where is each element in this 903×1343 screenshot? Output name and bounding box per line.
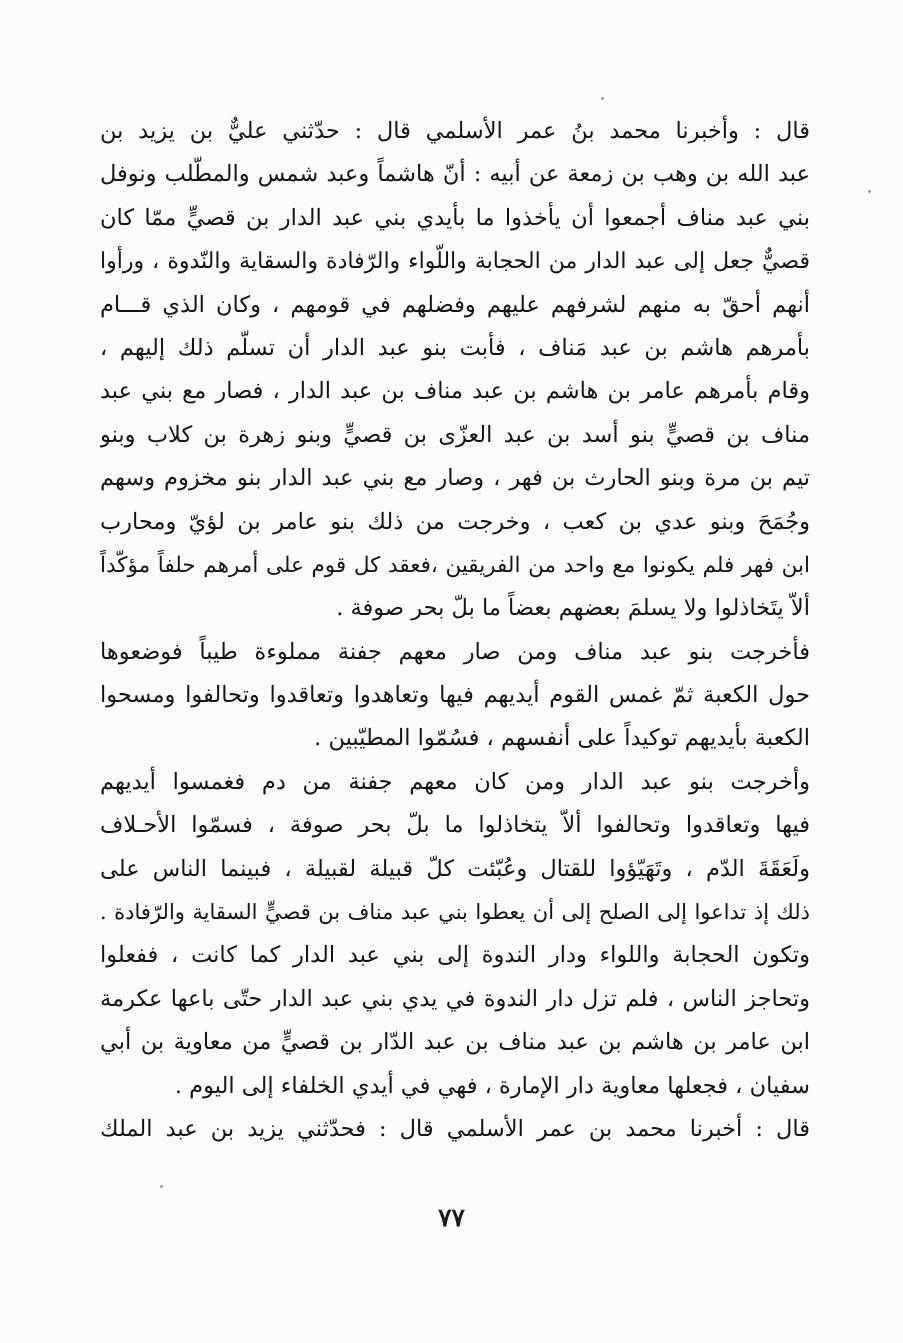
text-line: قال : وأخبرنا محمد بنُ عمر الأسلمي قال : حدّثني عليٌّ بن يزيد بن — [100, 118, 810, 144]
text-line: ابن عامر بن هاشم بن عبد مناف بن عبد الدّار بن قصيٍّ من معاوية بن أبي — [100, 1029, 810, 1056]
text-line: ألاّ يتَخاذلوا ولا يسلمَ بعضهم بعضاً ما بلّ بحر صوفة . — [336, 595, 810, 622]
paper-speck — [160, 1185, 163, 1188]
text-line: فأخرجت بنو عبد مناف ومن صار معهم جفنة مملوءة طيباً فوضعوها — [100, 638, 810, 665]
paper-speck — [868, 190, 871, 193]
body-text — [100, 110, 810, 1151]
text-line: الكعبة بأيديهم توكيداً على أنفسهم ، فسُمّوا المطيّبين . — [314, 725, 810, 752]
text-line: ولَعَقَةَ الدّم ، وتَهَيّؤوا للقتال وعُبّئت كلّ قبيلة لقبيلة ، فبينما الناس على — [100, 855, 810, 882]
text-line: وتكون الحجابة واللواء ودار الندوة إلى بني عبد الدار كما كانت ، ففعلوا — [100, 942, 810, 969]
page-number: ٧٧ — [438, 1203, 465, 1232]
text-line: وجُمَحَ وبنو عدي بن كعب ، وخرجت من ذلك بنو عامر بن لؤيّ ومحارب — [100, 508, 810, 535]
text-line: حول الكعبة ثمّ غمس القوم أيديهم فيها وتعاهدوا وتعاقدوا وتحالفوا ومسحوا — [100, 682, 810, 709]
text-line: قال : أخبرنا محمد بن عمر الأسلمي قال : فحدّثني يزيد بن عبد الملك — [100, 1115, 810, 1142]
text-line: عبد الله بن وهب بن زمعة عن أبيه : أنّ هاشماً وعبد شمس والمطّلب ونوفل — [100, 161, 810, 188]
text-line: أنهم أحقّ به منهم لشرفهم عليهم وفضلهم في قومهم ، وكان الذي قـــام — [100, 291, 810, 318]
text-line: قصيٌّ جعل إلى عبد الدار من الحجابة واللّواء والرّفادة والسقاية والنّدوة ، ورأوا — [100, 249, 810, 275]
text-line: تيم بن مرة وبنو الحارث بن فهر ، وصار مع بني عبد الدار بنو مخزوم وسهم — [100, 465, 810, 492]
text-line: بني عبد مناف أجمعوا أن يأخذوا ما بأيدي بني عبد الدار بن قصيٍّ ممّا كان — [100, 204, 810, 231]
paper-speck — [601, 97, 604, 100]
text-line: وأخرجت بنو عبد الدار ومن كان معهم جفنة من دم فغمسوا أيديهم — [100, 768, 810, 795]
text-line: ذلك إذ تداعوا إلى الصلح إلى أن يعطوا بني عبد مناف بن قصيٍّ السقاية والرّفادة . — [100, 900, 810, 925]
text-line: وتحاجز الناس ، فلم تزل دار الندوة في يدي بني عبد الدار حتّى باعها عكرمة — [100, 985, 810, 1012]
text-line: ابن فهر فلم يكونوا مع واحد من الفريقين ،فعقد كل قوم على أمرهم حلفاً مؤكّداً — [100, 552, 810, 578]
text-line: مناف بن قصيٍّ بنو أسد بن عبد العزّى بن قصيٍّ وبنو زهرة بن كلاب وبنو — [100, 421, 810, 448]
text-line: فيها وتعاقدوا وتحالفوا ألاّ يتخاذلوا ما بلّ بحر صوفة ، فسمّوا الأحـلاف — [100, 812, 810, 839]
text-line: وقام بأمرهم عامر بن هاشم بن عبد مناف بن عبد الدار ، فصار مع بني عبد — [100, 378, 810, 405]
text-line: سفيان ، فجعلها معاوية دار الإمارة ، فهي في أيدي الخلفاء إلى اليوم . — [174, 1072, 810, 1099]
text-line: بأمرهم هاشم بن عبد مَناف ، فأبت بنو عبد الدار أن تسلّم ذلك إليهم ، — [100, 334, 810, 361]
